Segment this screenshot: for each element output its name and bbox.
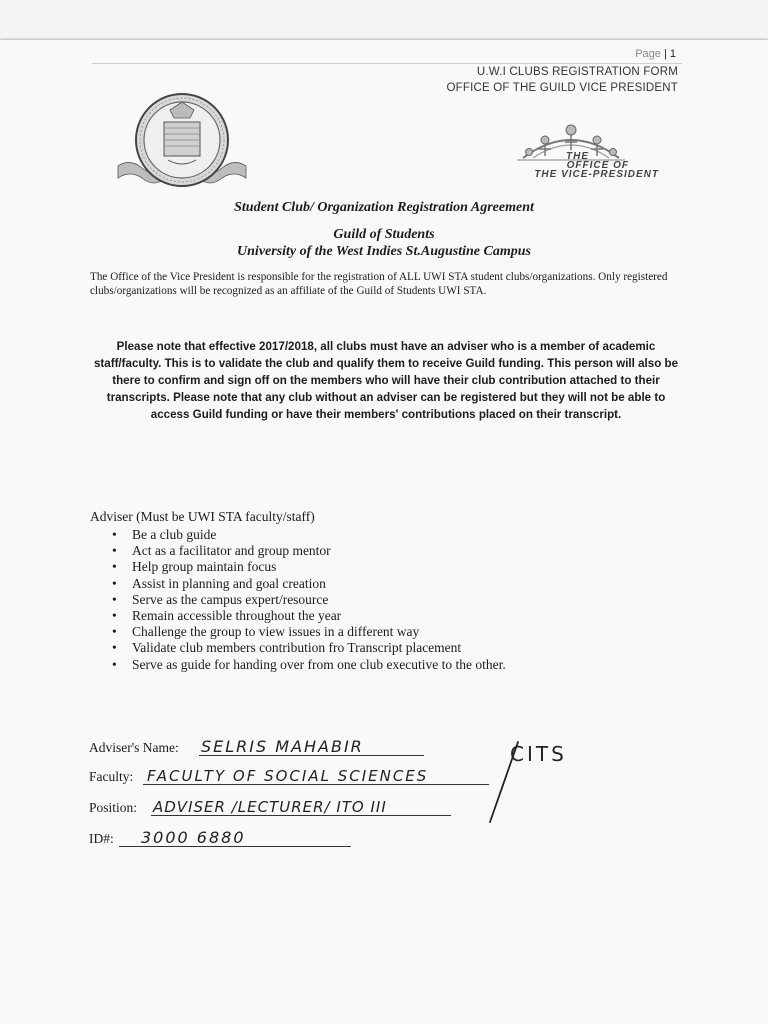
faculty-label: Faculty: [89, 769, 134, 784]
adviser-duty-item [90, 543, 506, 559]
vp-logo-line1: THE [566, 151, 589, 162]
adviser-duty-text: Act as a facilitator and group mentor [132, 543, 331, 559]
bullet-icon: • [112, 624, 117, 640]
adviser-duty-item [90, 624, 506, 640]
adviser-duty-text: Assist in planning and goal creation [132, 575, 326, 591]
bullet-icon: • [112, 543, 117, 559]
bullet-icon: • [112, 575, 117, 591]
vp-logo-line3: THE VICE-PRESIDENT [534, 169, 659, 180]
faculty-field [89, 769, 689, 785]
adviser-name-field [89, 737, 689, 756]
adviser-duty-text: Remain accessible throughout the year [132, 608, 342, 624]
faculty-value: FACULTY OF SOCIAL SCIENCES [147, 767, 429, 785]
bullet-icon: • [112, 656, 117, 672]
id-field [89, 828, 689, 847]
adviser-duty-item [90, 640, 506, 656]
bullet-icon: • [112, 559, 117, 575]
adviser-duty-text: Help group maintain focus [132, 559, 277, 575]
page-label: Page [635, 48, 661, 60]
id-value: 3000 6880 [141, 828, 246, 847]
guild-title: Guild of Students [333, 227, 435, 242]
adviser-name-value: SELRIS MAHABIR [201, 737, 364, 756]
adviser-name-label: Adviser's Name: [89, 740, 179, 755]
adviser-duty-item [90, 608, 506, 624]
adviser-duty-item [90, 592, 506, 608]
agreement-title: Student Club/ Organization Registration Agreement [234, 200, 534, 215]
adviser-duty-item [90, 527, 506, 543]
form-title: U.W.I CLUBS REGISTRATION FORM [476, 66, 678, 78]
intro-paragraph: The Office of the Vice President is responsible for the registration of ALL UWI STA student clubs/organizations. Only registered clubs/organizations will be recognized as an affiliate of the Guild of Students UWI STA. [90, 271, 668, 297]
header-rule [92, 63, 682, 64]
adviser-heading: Adviser (Must be UWI STA faculty/staff) [90, 509, 315, 524]
uwi-seal-logo [114, 88, 250, 188]
adviser-duties-list [90, 527, 506, 673]
adviser-duty-item [90, 657, 506, 673]
adviser-duty-text: Challenge the group to view issues in a different way [132, 624, 420, 640]
adviser-duty-text: Serve as the campus expert/resource [132, 591, 329, 607]
adviser-duty-item [90, 559, 506, 575]
position-value: ADVISER /LECTURER/ ITO III [153, 798, 387, 816]
university-title: University of the West Indies St.Augustine Campus [237, 244, 531, 259]
id-label: ID#: [89, 831, 114, 846]
bullet-icon: • [112, 591, 117, 607]
position-label: Position: [89, 800, 138, 815]
adviser-duty-text: Serve as guide for handing over from one club executive to the other. [132, 656, 506, 672]
office-title: OFFICE OF THE GUILD VICE PRESIDENT [446, 82, 678, 94]
bullet-icon: • [112, 527, 117, 542]
position-field [89, 800, 689, 816]
vp-logo-line2: OFFICE OF [566, 160, 629, 171]
bullet-icon: • [112, 608, 117, 624]
adviser-notice: Please note that effective 2017/2018, all clubs must have an adviser who is a member of academic staff/faculty. This is to validate the club and qualify them to receive Guild funding. This person will also be there to confirm and sign off on the members who will have their club contribution attached to their transcripts. Please note that any club without an adviser can be registered but they will not be able to access Guild funding or have their members' contributions placed on their transcript. [93, 340, 679, 421]
bullet-icon: • [112, 640, 117, 656]
adviser-duty-item [90, 576, 506, 592]
faculty-extra-value: CITS [510, 742, 567, 766]
vice-president-logo-text [483, 152, 659, 179]
page-number [635, 48, 676, 60]
adviser-duty-text: Be a club guide [132, 527, 217, 542]
adviser-duty-text: Validate club members contribution fro Transcript placement [132, 640, 462, 656]
page-number-value: | 1 [663, 48, 676, 60]
